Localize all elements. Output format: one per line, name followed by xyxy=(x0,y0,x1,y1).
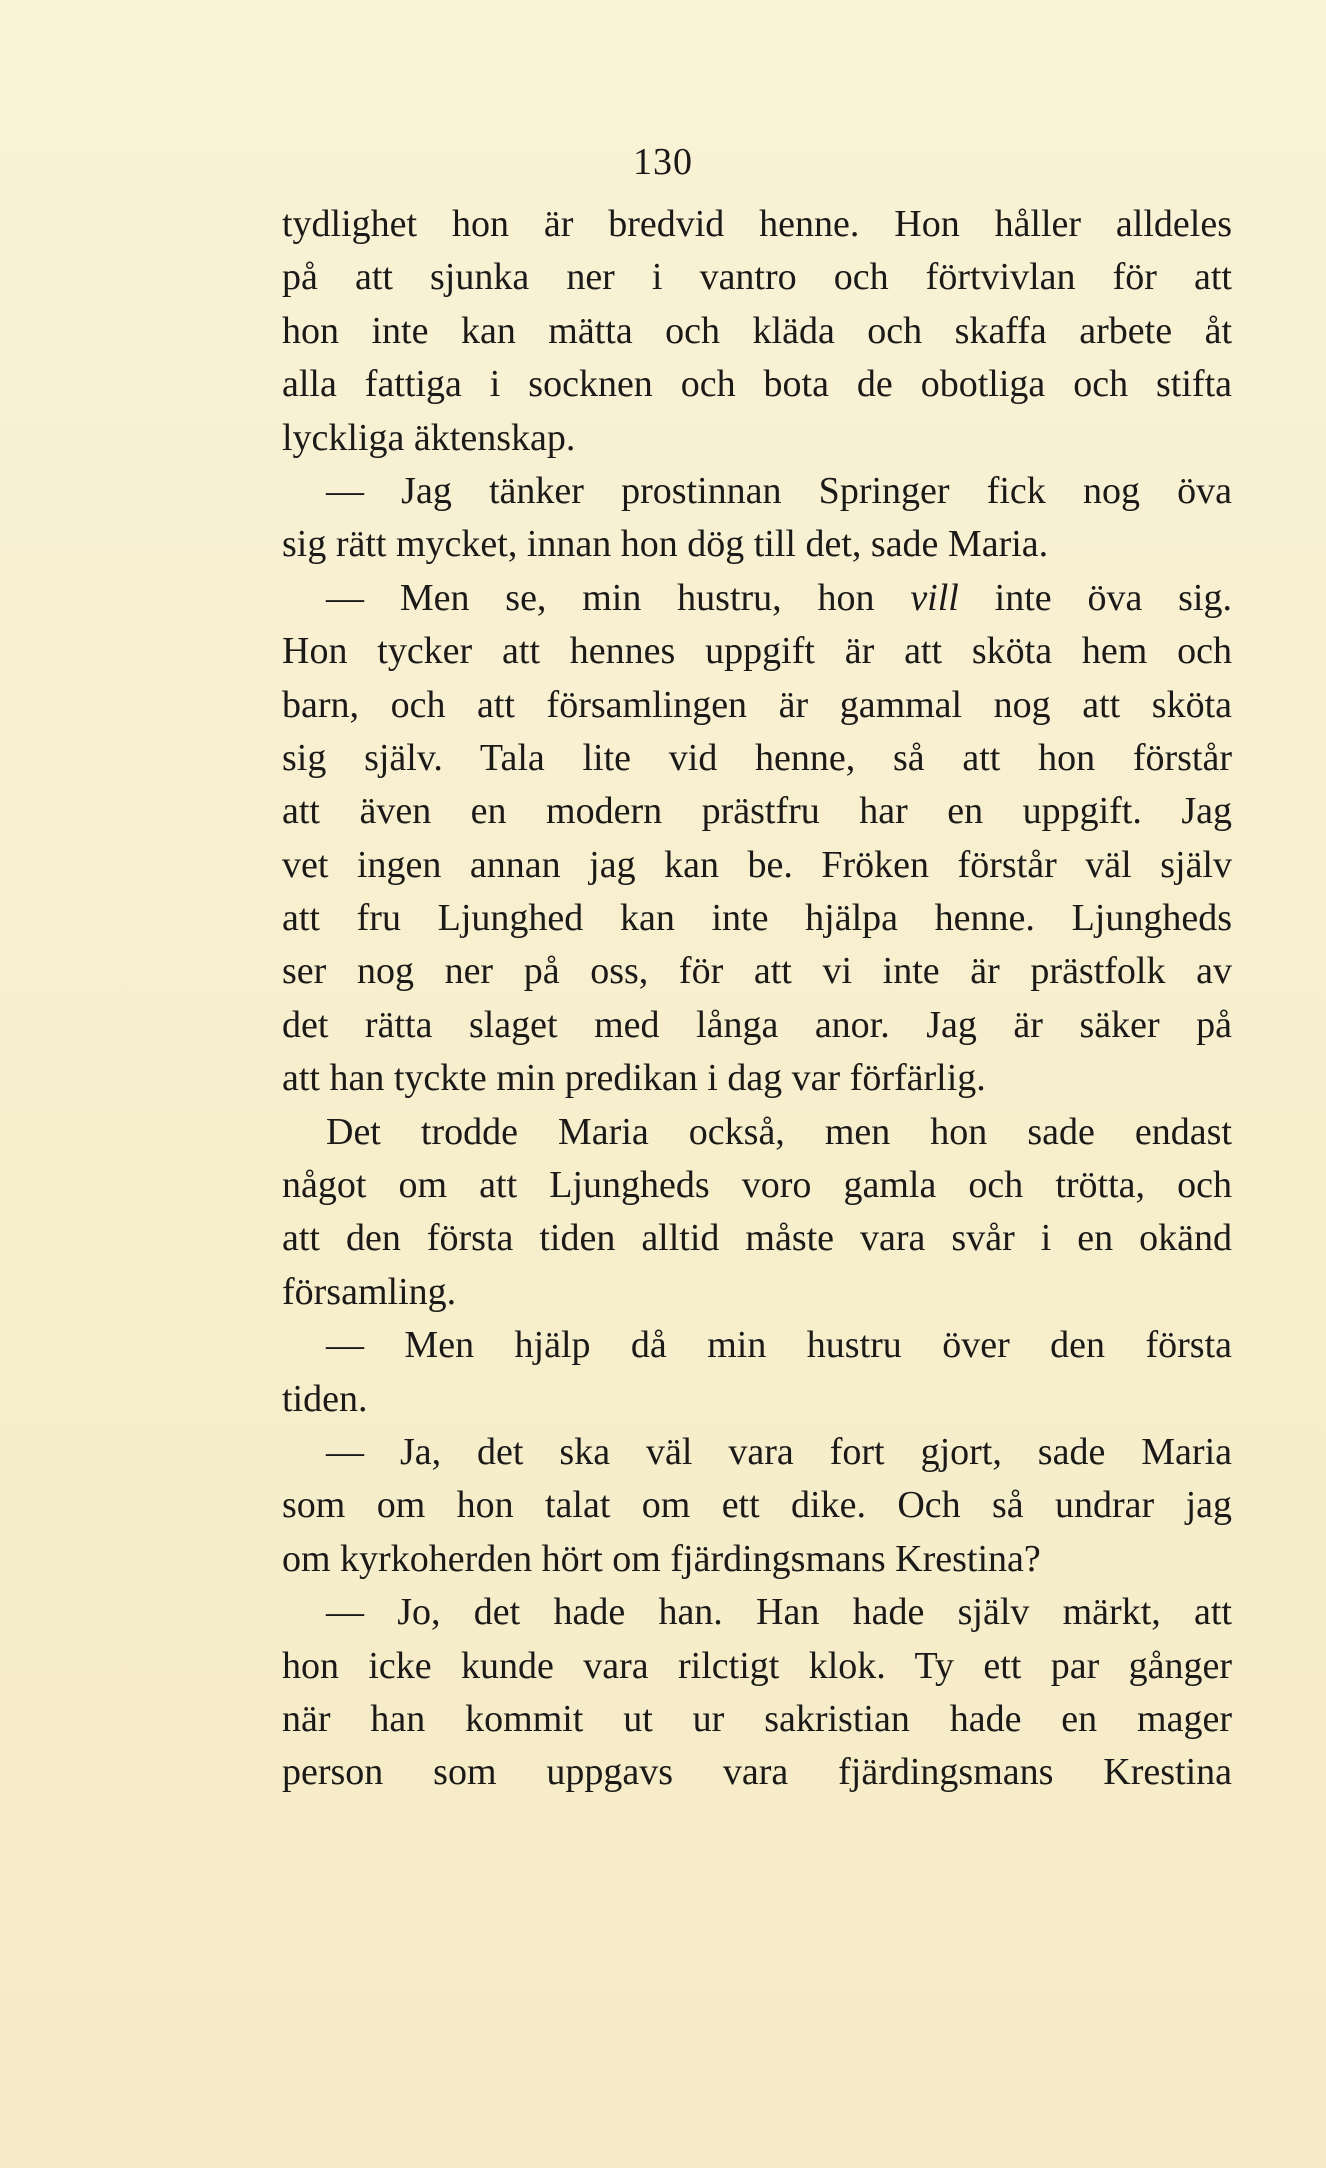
dialogue-line: — Jag tänker prostinnan Springer fick nog öva xyxy=(326,469,1232,512)
text-line: sig rätt mycket, innan hon dög till det, sade Maria. xyxy=(282,523,1049,566)
page-number: 130 xyxy=(633,141,693,183)
text-line: när han kommit ut ur sakristian hade en mager xyxy=(282,1697,1232,1740)
text-line: att även en modern prästfru har en uppgift. Jag xyxy=(282,790,1232,833)
dialogue-line-with-emphasis xyxy=(282,572,1232,625)
text-line: person som uppgavs vara fjärdingsmans Krestina xyxy=(282,1751,1232,1794)
dialogue-line: — Ja, det ska väl vara fort gjort, sade Maria xyxy=(326,1430,1232,1473)
text-line: sig själv. Tala lite vid henne, så att hon förstår xyxy=(282,736,1232,779)
text-line: hon icke kunde vara rilctigt klok. Ty ett par gånger xyxy=(282,1644,1232,1687)
text-line: Det trodde Maria också, men hon sade endast xyxy=(326,1110,1232,1153)
text-line: att den första tiden alltid måste vara svår i en okänd xyxy=(282,1217,1232,1260)
dialogue-line: — Jo, det hade han. Han hade själv märkt, att xyxy=(326,1591,1232,1634)
dialogue-text: — Men se, min hustru, hon xyxy=(326,576,911,619)
dialogue-text: inte öva sig. xyxy=(958,576,1232,619)
text-line: på att sjunka ner i vantro och förtvivlan för att xyxy=(282,256,1232,299)
text-line: att fru Ljunghed kan inte hjälpa henne. Ljungheds xyxy=(282,897,1232,940)
text-line: församling. xyxy=(282,1270,457,1313)
text-line: om kyrkoherden hört om fjärdingsmans Krestina? xyxy=(282,1537,1041,1580)
text-line: ser nog ner på oss, för att vi inte är prästfolk av xyxy=(282,950,1232,993)
text-line: tydlighet hon är bredvid henne. Hon håller alldeles xyxy=(282,203,1232,245)
text-line: det rätta slaget med långa anor. Jag är säker på xyxy=(282,1003,1232,1046)
text-line: barn, och att församlingen är gammal nog att sköta xyxy=(282,683,1232,726)
text-line: lyckliga äktenskap. xyxy=(282,416,576,459)
emphasized-word: vill xyxy=(910,576,959,619)
body-text xyxy=(282,198,1232,1800)
text-line: hon inte kan mätta och kläda och skaffa arbete åt xyxy=(282,309,1232,352)
dialogue-line: — Men hjälp då min hustru över den första xyxy=(326,1324,1232,1367)
text-line: att han tyckte min predikan i dag var förfärlig. xyxy=(282,1057,986,1100)
text-line: vet ingen annan jag kan be. Fröken förstår väl själv xyxy=(282,843,1232,886)
text-line: alla fattiga i socknen och bota de obotliga och stifta xyxy=(282,363,1232,406)
text-line: Hon tycker att hennes uppgift är att sköta hem och xyxy=(282,630,1232,673)
text-line: något om att Ljungheds voro gamla och trötta, och xyxy=(282,1164,1232,1207)
text-line: som om hon talat om ett dike. Och så undrar jag xyxy=(282,1484,1232,1527)
text-line: tiden. xyxy=(282,1377,368,1420)
